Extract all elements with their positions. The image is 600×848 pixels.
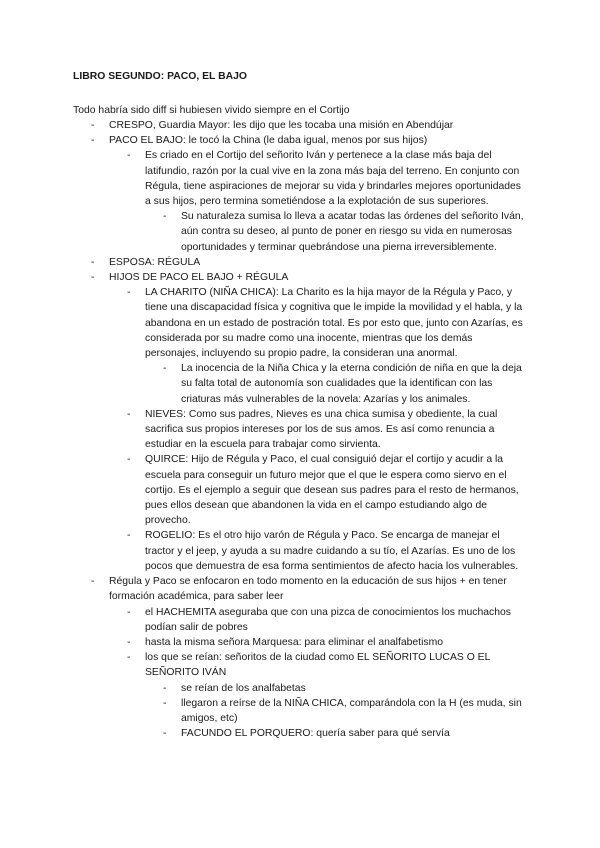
list-item-text: Es criado en el Cortijo del señorito Iván y pertenece a la clase más baja del latifundio, razón por la cual vive en la zona más baja del terreno. En conjunto con Régula, tiene aspiraciones de mejorar su vida y brindarles mejores oportunidades a sus hijos, pero termina sometiéndose a la explotación de sus superiores. [145,150,522,208]
list-item [0,605,525,635]
bullet-dash: - [91,272,95,284]
bullet-dash: - [127,454,131,466]
intro-paragraph: Todo habría sido diff si hubiesen vivido siempre en el Cortijo [73,105,350,116]
list-item-text: FACUNDO EL PORQUERO: quería saber para qué servía [181,728,450,740]
list-item-text: Régula y Paco se enfocaron en todo momento en la educación de sus hijos + en tener formación académica, para saber leer [109,576,507,603]
list-item [0,528,525,574]
list-item [0,452,525,528]
list-item-text: HIJOS DE PACO EL BAJO + RÉGULA [109,272,289,284]
bullet-dash: - [163,682,167,694]
list-item-text: llegaron a reírse de la NIÑA CHICA, comparándola con la H (es muda, sin amigos, etc) [181,697,522,724]
list-item-text: el HACHEMITA aseguraba que con una pizca de conocimientos los muchachos podían salir de pobres [145,606,511,633]
list-item [0,118,513,133]
list-item-text: La inocencia de la Niña Chica y la eterna condición de niña en que la deja su falta total de autonomía son cualidades que la identifican con las criaturas más vulnerables de la novela: Azarías y los animales. [181,363,522,405]
bullet-dash: - [91,256,95,268]
list-item [0,133,513,148]
bullet-dash: - [127,287,131,299]
list-item [0,270,513,285]
list-item-text: PACO EL BAJO: le tocó la China (le daba igual, menos por sus hijos) [109,135,428,147]
list-item [0,209,527,255]
outline-list [0,118,600,741]
list-item [0,407,525,453]
bullet-dash: - [127,606,131,618]
document-title: LIBRO SEGUNDO: PACO, EL BAJO [73,71,247,82]
list-item-text: ESPOSA: RÉGULA [109,256,201,268]
list-item [0,148,525,209]
list-item-text: CRESPO, Guardia Mayor: les dijo que les tocaba una misión en Abendújar [109,120,454,131]
list-item-text: hasta la misma señora Marquesa: para eliminar el analfabetismo [145,636,444,648]
bullet-dash: - [127,636,131,648]
list-item [0,726,527,741]
list-item-text: NIEVES: Como sus padres, Nieves es una chica sumisa y obediente, la cual sacrifica sus propios intereses por los de sus amos. Es así como renuncia a estudiar en la escuela para trabajar como sirvienta. [145,408,498,451]
bullet-dash: - [91,120,95,131]
bullet-dash: - [127,530,131,542]
list-item-text: los que se reían: señoritos de la ciudad como EL SEÑORITO LUCAS O EL SEÑORITO IVÁN [145,652,490,679]
list-item-text: QUIRCE: Hijo de Régula y Paco, el cual consiguió dejar el cortijo y acudir a la escuela para conseguir un futuro mejor que el que le espera como siervo en el cortijo. Es el ejemplo a seguir que desean sus padres para el resto de hermanos, pues ellos desean que abandonen la vida en el campo estudiando algo de provecho. [145,454,519,527]
bullet-dash: - [163,728,167,740]
bullet-dash: - [163,697,167,709]
list-item-text: LA CHARITO (NIÑA CHICA): La Charito es la hija mayor de la Régula y Paco, y tiene una discapacidad física y cognitiva que le impide la movilidad y el habla, y la abandona en un estado de postración total. Es por esto que, junto con Azarías, es considerada por su madre como una inocente, mientras que los demás personajes, incluyendo su propio padre, la consideran una anormal. [145,287,523,360]
list-item [0,255,513,270]
list-item [0,574,513,604]
list-item [0,681,527,696]
bullet-dash: - [91,135,95,147]
list-item [0,285,525,361]
bullet-dash: - [127,652,131,664]
list-item [0,650,525,680]
bullet-dash: - [163,211,167,223]
list-item [0,635,525,650]
bullet-dash: - [163,363,167,375]
list-item-text: se reían de los analfabetas [181,682,306,694]
list-item-text: ROGELIO: Es el otro hijo varón de Régula y Paco. Se encarga de manejar el tractor y el jeep, y ayuda a su madre cuidando a su tío, el Azarías. Es uno de los pocos que demuestra de esa forma sentimientos de afecto hacia los vulnerables. [145,530,519,572]
bullet-dash: - [127,150,131,162]
list-item-text: Su naturaleza sumisa lo lleva a acatar todas las órdenes del señorito Iván, aún contra su deseo, al punto de poner en riesgo su vida en numerosas oportunidades y terminar quebrándose una pierna irreversiblemente. [181,211,524,253]
list-item [0,361,527,407]
list-item [0,696,527,726]
bullet-dash: - [127,408,131,420]
bullet-dash: - [91,576,95,588]
